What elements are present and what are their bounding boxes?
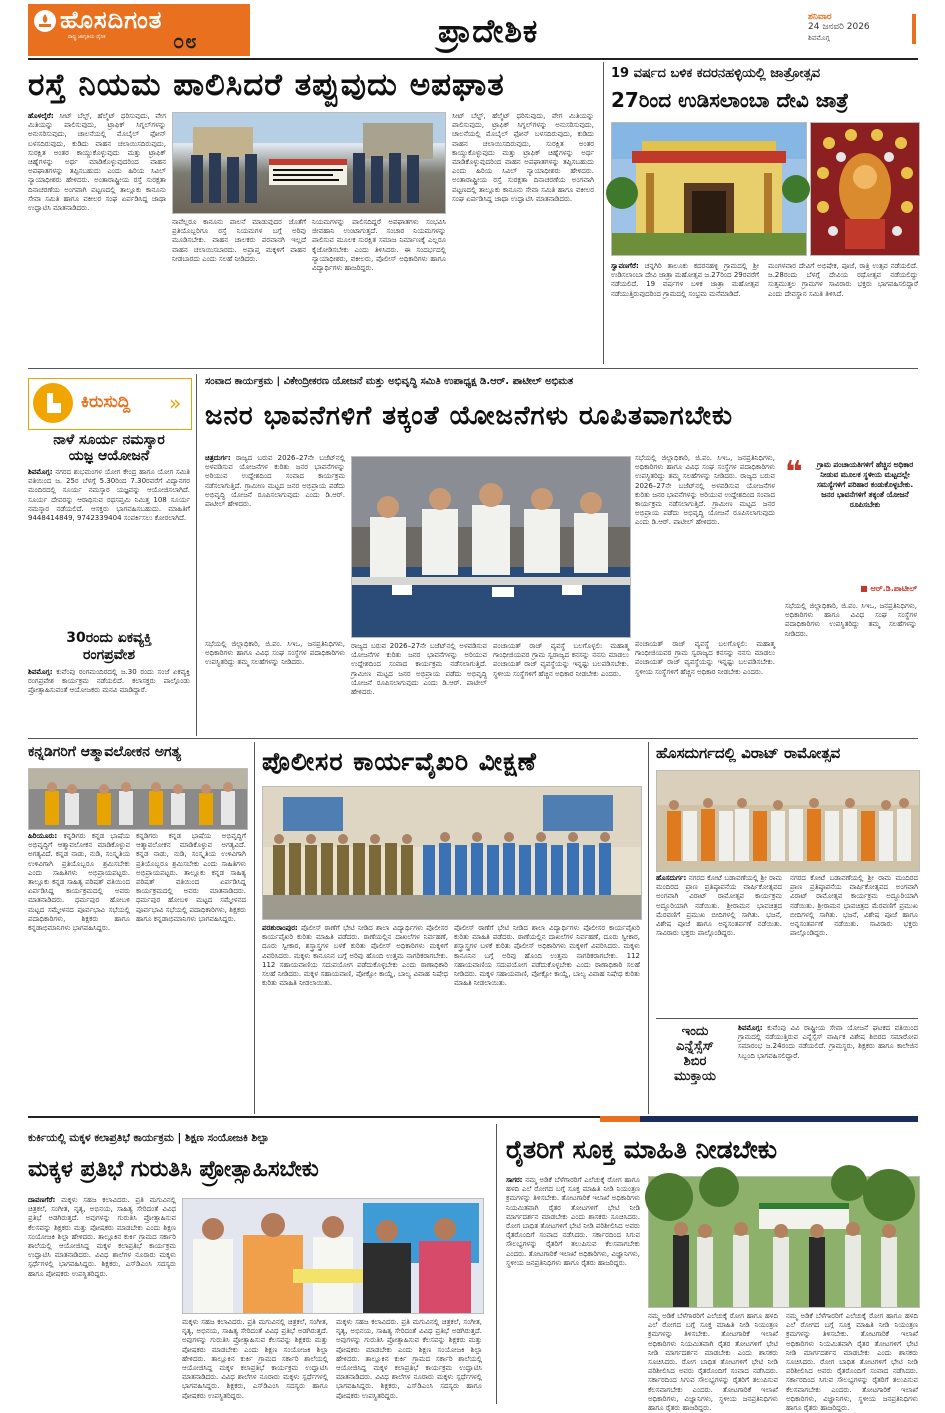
story3-text1c: ರಾಜ್ಯದ ಬರುವ 2026–27ನೇ ಬಜೆಟ್‌ನಲ್ಲಿ ಅಳವಡಿಸುವ ಯೋಜನೆಗಳ ಕುರಿತು ಜನರ ಭಾವನೆಗಳನ್ನು ಅರಿಯುವ ಉದ್ದೇಶದಿಂದ ಸಂವಾದ ಕಾರ್ಯಕ್ರಮ ನಡೆಸಲಾಗುತ್ತಿದೆ. ಗ್ರಾಮೀಣ ಮಟ್ಟದ ಜನರ ಅಭಿಪ್ರಾಯ ಪಡೆದು ಅಭಿವೃದ್ಧಿ ಯೋಜನೆ ರೂಪಿಸಲಾಗುವುದು ಎಂದು ಡಿ.ಆರ್. ಪಾಟೀಲ್ ಹೇಳಿದರು. [351, 642, 487, 697]
story5-body-col2 [454, 924, 640, 1112]
story1-text3a: ನಿಯಮಗಳನ್ನು ಪಾಲಿಸದಿದ್ದರೆ ಅಪಘಾತಗಳು ಸಂಭವಿಸಿ ಜೀವಹಾನಿ ಉಂಟಾಗುತ್ತದೆ. ಸಂಚಾರ ನಿಯಮಗಳನ್ನು ಪಾಲಿಸುವ ಮೂಲಕ ಸುರಕ್ಷಿತ ಸಮಾಜ ನಿರ್ಮಾಣಕ್ಕೆ ಎಲ್ಲರೂ ಕೈಜೋಡಿಸಬೇಕು ಎಂದು ತಿಳಿಸಿದರು. ಈ ಸಂದರ್ಭದಲ್ಲಿ ನ್ಯಾಯಾಧೀಶರು, ವಕೀಲರು, ಪೊಲೀಸ್ ಅಧಿಕಾರಿಗಳು ಹಾಗೂ ವಿದ್ಯಾರ್ಥಿಗಳು ಹಾಜರಿದ್ದರು. [312, 218, 446, 273]
masthead [28, 4, 918, 56]
bottom-accent-bar-left [600, 1116, 640, 1122]
story3-kicker: ಸಂವಾದ ಕಾರ್ಯಕ್ರಮ | ವಿಕೇಂದ್ರೀಕರಣ ಯೋಜನೆ ಮತ್ತು ಅಭಿವೃದ್ಧಿ ಸಮಿತಿ ಉಪಾಧ್ಯಕ್ಷ ಡಿ.ಆರ್. ಪಾಟೀಲ್ ಅಭಿಮತ [205, 376, 574, 387]
divider [496, 1124, 497, 1404]
story1-photo [172, 112, 446, 214]
story9-body-col3 [786, 1312, 918, 1413]
story2-headline-line1: 19 ವರ್ಷದ ಬಳಿಕ ಕದರನಹಳ್ಳಿಯಲ್ಲಿ ಜಾತ್ರೋತ್ಸವ [611, 66, 821, 81]
story2-body-col2 [768, 262, 918, 362]
story4-headline: ಕನ್ನಡಿಗರಿಗೆ ಆತ್ಮಾವಲೋಕನ ಅಗತ್ಯ [28, 744, 181, 760]
story1-text1: ಸೀಟ್ ಬೆಲ್ಟ್, ಹೆಲ್ಮೆಟ್ ಧರಿಸುವುದು, ವೇಗ ಮಿತಿಯನ್ನು ಪಾಲಿಸುವುದು, ಟ್ರಾಫಿಕ್ ಸಿಗ್ನಲ್‌ಗಳನ್ನು ಅನುಸರಿಸುವುದು, ಚಾಲನೆಯಲ್ಲಿ ಮೊಬೈಲ್ ಫೋನ್ ಬಳಸದಿರುವುದು, ಕುಡಿದು ವಾಹನ ಚಲಾಯಿಸದಿರುವುದು, ಸುರಕ್ಷಿತ ಅಂತರ ಕಾಯ್ದುಕೊಳ್ಳುವುದು ಮತ್ತು ಟ್ರಾಫಿಕ್ ಚಿಹ್ನೆಗಳನ್ನು ಅರ್ಥ ಮಾಡಿಕೊಳ್ಳುವುದರಿಂದ ವಾಹನ ಅಪಘಾತಗಳನ್ನು ತಪ್ಪಿಸಬಹುದು ಎಂದು ಹಿರಿಯ ಸಿವಿಲ್ ನ್ಯಾಯಾಧೀಶರು ಹೇಳಿದರು. ಅಂತಾರಾಷ್ಟ್ರೀಯ ರಸ್ತೆ ಸುರಕ್ಷತಾ ದಿನಾಚರಣೆಯ ಅಂಗವಾಗಿ ಪಟ್ಟಣದಲ್ಲಿ ತಾಲ್ಲೂಕು ಕಾನೂನು ಸೇವಾ ಸಮಿತಿ ಹಾಗೂ ವಕೀಲರ ಸಂಘ ಏರ್ಪಡಿಸಿದ್ದ ಜಾಥಾ ಉದ್ಘಾಟಿಸಿ ಮಾತನಾಡಿದರು. [28, 112, 166, 213]
brief2-dateline: ಶಿವಮೊಗ್ಗ: [28, 668, 53, 676]
story3-text1: ರಾಜ್ಯದ ಬರುವ 2026–27ನೇ ಬಜೆಟ್‌ನಲ್ಲಿ ಅಳವಡಿಸುವ ಯೋಜನೆಗಳ ಕುರಿತು ಜನರ ಭಾವನೆಗಳನ್ನು ಅರಿಯುವ ಉದ್ದೇಶದಿಂದ ಸಂವಾದ ಕಾರ್ಯಕ್ರಮ ನಡೆಸಲಾಗುತ್ತಿದೆ. ಗ್ರಾಮೀಣ ಮಟ್ಟದ ಜನರ ಅಭಿಪ್ರಾಯ ಪಡೆದು ಅಭಿವೃದ್ಧಿ ಯೋಜನೆ ರೂಪಿಸಲಾಗುವುದು ಎಂದು ಡಿ.ಆರ್. ಪಾಟೀಲ್ ಹೇಳಿದರು. [205, 454, 345, 509]
story2-deity-photo [810, 122, 920, 256]
story1-body-col3 [312, 218, 446, 362]
story4-body-col2 [136, 832, 246, 1112]
story9-photo [648, 1176, 920, 1308]
date-block [808, 12, 913, 43]
story5-photo [262, 786, 642, 920]
story9-text3: ನಮ್ಮ ಅಡಿಕೆ ಬೆಳೆಗಾರರಿಗೆ ಎಲೆಚುಕ್ಕೆ ರೋಗ ಹಾಗೂ ಹಳದಿ ಎಲೆ ರೋಗದ ಬಗ್ಗೆ ಸೂಕ್ತ ಮಾಹಿತಿ ನೀಡಿ ನಿಯಂತ್ರಣ ಕ್ರಮಗಳನ್ನು ತಿಳಿಸಬೇಕು. ತೋಟಗಾರಿಕೆ ಇಲಾಖೆ ಅಧಿಕಾರಿಗಳು ನಿಯಮಿತವಾಗಿ ರೈತರ ತೋಟಗಳಿಗೆ ಭೇಟಿ ನೀಡಿ ಮಾರ್ಗದರ್ಶನ ಮಾಡಬೇಕು ಎಂದು ಶಾಸಕರು ಸೂಚಿಸಿದರು. ರೋಗ ಬಾಧಿತ ತೋಟಗಳಿಗೆ ಭೇಟಿ ನೀಡಿ ಪರಿಶೀಲಿಸಿದ ಅವರು ರೈತರೊಂದಿಗೆ ಸಂವಾದ ನಡೆಸಿದರು. ಸರ್ಕಾರದಿಂದ ಸಿಗುವ ಸೌಲಭ್ಯಗಳನ್ನು ರೈತರಿಗೆ ತಲುಪಿಸುವ ಕೆಲಸವಾಗಬೇಕು ಎಂದರು. ತೋಟಗಾರಿಕೆ ಇಲಾಖೆ ಅಧಿಕಾರಿಗಳು, ವಿಜ್ಞಾನಿಗಳು, ಸ್ಥಳೀಯ ಜನಪ್ರತಿನಿಧಿಗಳು ಹಾಗೂ ರೈತರು ಹಾಜರಿದ್ದರು. [786, 1312, 918, 1413]
story4-dateline: ಹಿರಿಯೂರು: [28, 832, 58, 840]
story9-dateline: ಸಾಗರ: [506, 1176, 523, 1184]
story8-body-col3 [336, 1318, 482, 1400]
lamp-icon [34, 10, 56, 32]
story3-dateline: ಚಿತ್ರದುರ್ಗ: [205, 454, 231, 462]
story9-headline: ರೈತರಿಗೆ ಸೂಕ್ತ ಮಾಹಿತಿ ನೀಡಬೇಕು [506, 1135, 778, 1164]
story3-text3b: ಸಭೆಯಲ್ಲಿ ಜಿಲ್ಲಾಧಿಕಾರಿ, ಜಿ.ಪಂ. ಸಿಇಒ, ಜನಪ್ರತಿನಿಧಿಗಳು, ಅಧಿಕಾರಿಗಳು ಹಾಗೂ ವಿವಿಧ ಸಂಘ ಸಂಸ್ಥೆಗಳ ಪದಾಧಿಕಾರಿಗಳು ಉಪಸ್ಥಿತರಿದ್ದು ತಮ್ಮ ಸಲಹೆಗಳನ್ನು ನೀಡಿದರು. [785, 602, 917, 638]
story1-body-col4 [452, 112, 594, 362]
masthead-edge-bar [912, 14, 916, 44]
story7-text: ಕುವೆಂಪು ವಿವಿ ರಾಷ್ಟ್ರೀಯ ಸೇವಾ ಯೋಜನೆ ಘಟಕದ ವತಿಯಿಂದ ಗ್ರಾಮದಲ್ಲಿ ನಡೆಯುತ್ತಿರುವ ಎನ್ನೆಸ್ಸೆಸ್ ವಾರ್ಷಿಕ ವಿಶೇಷ ಶಿಬಿರದ ಸಮಾರೋಪ ಸಮಾರಂಭ ಜ.24ರಂದು ನಡೆಯಲಿದೆ. ಗ್ರಾಮಸ್ಥರು, ಶಿಕ್ಷಕರು ಹಾಗೂ ಕಾಲೇಜಿನ ಸಿಬ್ಬಂದಿ ಭಾಗವಹಿಸಲಿದ್ದಾರೆ. [738, 1024, 918, 1060]
divider [196, 374, 197, 736]
brief2-headline-1: 30ರಂದು ಏಕವ್ಯಕ್ತಿ [66, 630, 152, 646]
paper-tagline: ರಾಷ್ಟ್ರ ಜಾಗೃತಿಯ ದೈನಿಕ [68, 34, 106, 40]
story5-text1: ಪೊಲೀಸ್ ಠಾಣೆಗೆ ಭೇಟಿ ನೀಡಿದ ಶಾಲಾ ವಿದ್ಯಾರ್ಥಿಗಳು ಪೊಲೀಸರ ಕಾರ್ಯವೈಖರಿ ಕುರಿತು ಮಾಹಿತಿ ಪಡೆದರು. ಠಾಣೆಯಲ್ಲಿನ ದಾಖಲೆಗಳ ನಿರ್ವಹಣೆ, ದೂರು ಸ್ವೀಕಾರ, ಶಸ್ತ್ರಾಸ್ತ್ರಗಳ ಬಳಕೆ ಕುರಿತು ಪೊಲೀಸ್ ಅಧಿಕಾರಿಗಳು ಮಕ್ಕಳಿಗೆ ವಿವರಿಸಿದರು. ಮಕ್ಕಳು ಕಾನೂನಿನ ಬಗ್ಗೆ ಅರಿವು ಹೊಂದಿ ಉತ್ತಮ ನಾಗರಿಕರಾಗಬೇಕು. 112 ಸಹಾಯವಾಣಿಯ ಸದುಪಯೋಗ ಪಡೆದುಕೊಳ್ಳಬೇಕು ಎಂದು ಠಾಣಾಧಿಕಾರಿ ಸಲಹೆ ನೀಡಿದರು. ಮಕ್ಕಳ ಸಹಾಯವಾಣಿ, ಪೋಕ್ಸೋ ಕಾಯ್ದೆ, ಬಾಲ್ಯ ವಿವಾಹ ನಿಷೇಧ ಕುರಿತು ಮಾಹಿತಿ ನೀಡಲಾಯಿತು. [262, 924, 448, 988]
story3-text2b: ಪಂಚಾಯತ್ ರಾಜ್ ವ್ಯವಸ್ಥೆ ಬಲಗೊಳ್ಳಲಿ: ಮಹಾತ್ಮ ಗಾಂಧೀಜಿಯವರ ಗ್ರಾಮ ಸ್ವರಾಜ್ಯದ ಕನಸನ್ನು ನನಸು ಮಾಡಲು ಪಂಚಾಯತ್ ರಾಜ್ ವ್ಯವಸ್ಥೆಯನ್ನು ಇನ್ನಷ್ಟು ಬಲಪಡಿಸಬೇಕು. ಸ್ಥಳೀಯ ಸಂಸ್ಥೆಗಳಿಗೆ ಹೆಚ್ಚಿನ ಅಧಿಕಾರ ನೀಡಬೇಕು ಎಂದರು. [635, 640, 775, 676]
story7-dateline: ಶಿವಮೊಗ್ಗ: [738, 1024, 763, 1032]
kiru-suddi-badge [28, 378, 192, 430]
story9-body-col2 [648, 1312, 778, 1413]
story3-photo [351, 456, 631, 638]
story3-body-col2 [635, 454, 775, 636]
story7-body [738, 1024, 918, 1112]
bottom-accent-bar [640, 1116, 918, 1122]
paper-name: ಹೊಸದಿಗಂತ [60, 6, 163, 34]
kiru-suddi-label: ಕಿರುಸುದ್ದಿ [81, 392, 131, 412]
story4-body-col1 [28, 832, 130, 1112]
story3-body-col4 [351, 642, 487, 728]
story8-kicker: ಕುರ್ಕಿಯಲ್ಲಿ ಮಕ್ಕಳ ಕಲಾಪ್ರತಿಭೆ ಕಾರ್ಯಕ್ರಮ | ಶಿಕ್ಷಣ ಸಂಯೋಜಕಿ ಶಿಲ್ಪಾ [28, 1132, 269, 1144]
story8-dateline: ದಾವಣಗೆರೆ: [28, 1196, 56, 1204]
masthead-date: 24 ಜನವರಿ 2026 [808, 22, 870, 32]
story2-headline-line2: 27ರಿಂದ ಉಡಿಸಲಾಂಬಾ ದೇವಿ ಜಾತ್ರೆ [611, 88, 849, 112]
story6-photo [656, 770, 920, 872]
story2-body-col1 [611, 262, 759, 362]
story3-text3c: ಸಭೆಯಲ್ಲಿ ಜಿಲ್ಲಾಧಿಕಾರಿ, ಜಿ.ಪಂ. ಸಿಇಒ, ಜನಪ್ರತಿನಿಧಿಗಳು, ಅಧಿಕಾರಿಗಳು ಹಾಗೂ ವಿವಿಧ ಸಂಘ ಸಂಸ್ಥೆಗಳ ಪದಾಧಿಕಾರಿಗಳು ಉಪಸ್ಥಿತರಿದ್ದು ತಮ್ಮ ಸಲಹೆಗಳನ್ನು ನೀಡಿದರು. [205, 640, 345, 667]
story3-text3: ಸಭೆಯಲ್ಲಿ ಜಿಲ್ಲಾಧಿಕಾರಿ, ಜಿ.ಪಂ. ಸಿಇಒ, ಜನಪ್ರತಿನಿಧಿಗಳು, ಅಧಿಕಾರಿಗಳು ಹಾಗೂ ವಿವಿಧ ಸಂಘ ಸಂಸ್ಥೆಗಳ ಪದಾಧಿಕಾರಿಗಳು ಉಪಸ್ಥಿತರಿದ್ದು ತಮ್ಮ ಸಲಹೆಗಳನ್ನು ನೀಡಿದರು. [635, 454, 775, 481]
story1-text3b: ಸೀಟ್ ಬೆಲ್ಟ್, ಹೆಲ್ಮೆಟ್ ಧರಿಸುವುದು, ವೇಗ ಮಿತಿಯನ್ನು ಪಾಲಿಸುವುದು, ಟ್ರಾಫಿಕ್ ಸಿಗ್ನಲ್‌ಗಳನ್ನು ಅನುಸರಿಸುವುದು, ಚಾಲನೆಯಲ್ಲಿ ಮೊಬೈಲ್ ಫೋನ್ ಬಳಸದಿರುವುದು, ಕುಡಿದು ವಾಹನ ಚಲಾಯಿಸದಿರುವುದು, ಸುರಕ್ಷಿತ ಅಂತರ ಕಾಯ್ದುಕೊಳ್ಳುವುದು ಮತ್ತು ಟ್ರಾಫಿಕ್ ಚಿಹ್ನೆಗಳನ್ನು ಅರ್ಥ ಮಾಡಿಕೊಳ್ಳುವುದರಿಂದ ವಾಹನ ಅಪಘಾತಗಳನ್ನು ತಪ್ಪಿಸಬಹುದು ಎಂದು ಹಿರಿಯ ಸಿವಿಲ್ ನ್ಯಾಯಾಧೀಶರು ಹೇಳಿದರು. ಅಂತಾರಾಷ್ಟ್ರೀಯ ರಸ್ತೆ ಸುರಕ್ಷತಾ ದಿನಾಚರಣೆಯ ಅಂಗವಾಗಿ ಪಟ್ಟಣದಲ್ಲಿ ತಾಲ್ಲೂಕು ಕಾನೂನು ಸೇವಾ ಸಮಿತಿ ಹಾಗೂ ವಕೀಲರ ಸಂಘ ಏರ್ಪಡಿಸಿದ್ದ ಜಾಥಾ ಉದ್ಘಾಟಿಸಿ ಮಾತನಾಡಿದರು. [452, 112, 594, 203]
story6-dateline: ಹೊಸದುರ್ಗ: [656, 874, 687, 882]
brief2-text: ಕುವೆಂಪು ರಂಗಮಂದಿರದಲ್ಲಿ ಜ.30 ರಂದು ಸಂಜೆ ಏಕವ್ಯಕ್ತಿ ರಂಗಪ್ರವೇಶ ಕಾರ್ಯಕ್ರಮ ನಡೆಯಲಿದೆ. ಕಲಾಸಕ್ತರು ಪಾಲ್ಗೊಂಡು ಪ್ರೋತ್ಸಾಹಿಸುವಂತೆ ಆಯೋಜಕರು ಮನವಿ ಮಾಡಿದ್ದಾರೆ. [28, 668, 190, 695]
page-number: ೦೮ [173, 29, 198, 53]
story1-dateline: ಹೊಳಲ್ಕೆರೆ: [28, 112, 54, 120]
story5-headline: ಪೊಲೀಸರ ಕಾರ್ಯವೈಖರಿ ವೀಕ್ಷಣೆ [262, 747, 537, 776]
story8-text2: ಮಕ್ಕಳು ಸಹಜ ಕಲಾವಿದರು. ಪ್ರತಿ ಮಗುವಿನಲ್ಲಿ ಚಿತ್ರಕಲೆ, ಸಂಗೀತ, ನೃತ್ಯ, ಅಭಿನಯ, ಸಾಹಿತ್ಯ ಸೇರಿದಂತೆ ವಿವಿಧ ಪ್ರತಿಭೆ ಅಡಗಿರುತ್ತದೆ. ಅವುಗಳನ್ನು ಗುರುತಿಸಿ ಪ್ರೋತ್ಸಾಹಿಸುವ ಕೆಲಸವನ್ನು ಶಿಕ್ಷಕರು ಮತ್ತು ಪೋಷಕರು ಮಾಡಬೇಕು ಎಂದು ಶಿಕ್ಷಣ ಸಂಯೋಜಕಿ ಶಿಲ್ಪಾ ಹೇಳಿದರು. ತಾಲ್ಲೂಕಿನ ಕುರ್ಕಿ ಗ್ರಾಮದ ಸರ್ಕಾರಿ ಶಾಲೆಯಲ್ಲಿ ಆಯೋಜಿಸಿದ್ದ ಮಕ್ಕಳ ಕಲಾಪ್ರತಿಭೆ ಕಾರ್ಯಕ್ರಮ ಉದ್ಘಾಟಿಸಿ ಮಾತನಾಡಿದರು. ವಿವಿಧ ಶಾಲೆಗಳ ನೂರಾರು ಮಕ್ಕಳು ಸ್ಪರ್ಧೆಗಳಲ್ಲಿ ಭಾಗವಹಿಸಿದ್ದರು. ಶಿಕ್ಷಕರು, ಎಸ್‌ಡಿಎಂಸಿ ಸದಸ್ಯರು ಹಾಗೂ ಪೋಷಕರು ಉಪಸ್ಥಿತರಿದ್ದರು. [182, 1318, 328, 1400]
story3-quote-box [785, 455, 917, 598]
story8-text3: ಮಕ್ಕಳು ಸಹಜ ಕಲಾವಿದರು. ಪ್ರತಿ ಮಗುವಿನಲ್ಲಿ ಚಿತ್ರಕಲೆ, ಸಂಗೀತ, ನೃತ್ಯ, ಅಭಿನಯ, ಸಾಹಿತ್ಯ ಸೇರಿದಂತೆ ವಿವಿಧ ಪ್ರತಿಭೆ ಅಡಗಿರುತ್ತದೆ. ಅವುಗಳನ್ನು ಗುರುತಿಸಿ ಪ್ರೋತ್ಸಾಹಿಸುವ ಕೆಲಸವನ್ನು ಶಿಕ್ಷಕರು ಮತ್ತು ಪೋಷಕರು ಮಾಡಬೇಕು ಎಂದು ಶಿಕ್ಷಣ ಸಂಯೋಜಕಿ ಶಿಲ್ಪಾ ಹೇಳಿದರು. ತಾಲ್ಲೂಕಿನ ಕುರ್ಕಿ ಗ್ರಾಮದ ಸರ್ಕಾರಿ ಶಾಲೆಯಲ್ಲಿ ಆಯೋಜಿಸಿದ್ದ ಮಕ್ಕಳ ಕಲಾಪ್ರತಿಭೆ ಕಾರ್ಯಕ್ರಮ ಉದ್ಘಾಟಿಸಿ ಮಾತನಾಡಿದರು. ವಿವಿಧ ಶಾಲೆಗಳ ನೂರಾರು ಮಕ್ಕಳು ಸ್ಪರ್ಧೆಗಳಲ್ಲಿ ಭಾಗವಹಿಸಿದ್ದರು. ಶಿಕ್ಷಕರು, ಎಸ್‌ಡಿಎಂಸಿ ಸದಸ್ಯರು ಹಾಗೂ ಪೋಷಕರು ಉಪಸ್ಥಿತರಿದ್ದರು. [336, 1318, 482, 1400]
story3-text1b: ರಾಜ್ಯದ ಬರುವ 2026–27ನೇ ಬಜೆಟ್‌ನಲ್ಲಿ ಅಳವಡಿಸುವ ಯೋಜನೆಗಳ ಕುರಿತು ಜನರ ಭಾವನೆಗಳನ್ನು ಅರಿಯುವ ಉದ್ದೇಶದಿಂದ ಸಂವಾದ ಕಾರ್ಯಕ್ರಮ ನಡೆಸಲಾಗುತ್ತಿದೆ. ಗ್ರಾಮೀಣ ಮಟ್ಟದ ಜನರ ಅಭಿಪ್ರಾಯ ಪಡೆದು ಅಭಿವೃದ್ಧಿ ಯೋಜನೆ ರೂಪಿಸಲಾಗುವುದು ಎಂದು ಡಿ.ಆರ್. ಪಾಟೀಲ್ ಹೇಳಿದರು. [635, 472, 775, 527]
brief1-text: ನಗರದ ಶುಭಮಂಗಳ ಯೋಗ ಕೇಂದ್ರ ಹಾಗೂ ಯೋಗ ಸಮಿತಿ ವತಿಯಿಂದ ಜ. 25ರ ಬೆಳಗ್ಗೆ 5.30ರಿಂದ 7.30ರವರೆಗೆ ವಿದ್ಯಾನಗರ ಮಂದಿರದಲ್ಲಿ ಸೂರ್ಯ ನಮಸ್ಕಾರ ಯಜ್ಞವನ್ನು ಆಯೋಜಿಸಲಾಗಿದೆ. ಸೂರ್ಯ ದೇವರನ್ನು ಆರಾಧಿಸುವ ರಥಸಪ್ತಮಿ ನಿಮಿತ್ತ 108 ಸೂರ್ಯ ನಮಸ್ಕಾರ ನಡೆಯಲಿದೆ. ಆಸಕ್ತರು ಭಾಗವಹಿಸಬಹುದು. ಮಾಹಿತಿಗೆ 9448414849, 9742339404 ಸಂಪರ್ಕಿಸಲು ಕೋರಲಾಗಿದೆ. [28, 468, 190, 523]
quote-icon: ❝ [785, 455, 803, 490]
masthead-rule [28, 58, 918, 60]
story2-text1: ಚನ್ನಗಿರಿ ತಾಲೂಕು ಕದರನಹಳ್ಳಿ ಗ್ರಾಮದಲ್ಲಿ ಶ್ರೀ ಉಡಿಸಲಾಂಬಾ ದೇವಿ ಜಾತ್ರಾ ಮಹೋತ್ಸವ ಜ.27ರಿಂದ 29ರವರೆಗೆ ನಡೆಯಲಿದೆ. 19 ವರ್ಷಗಳ ಬಳಿಕ ಜಾತ್ರಾ ಮಹೋತ್ಸವ ನಡೆಯುತ್ತಿರುವುದರಿಂದ ಗ್ರಾಮದಲ್ಲಿ ಸಂಭ್ರಮ ಮನೆಮಾಡಿದೆ. [611, 262, 759, 298]
brief1-dateline: ಶಿವಮೊಗ್ಗ: [28, 468, 53, 476]
story5-dateline: ಪರಶುರಾಂಪುರ: [262, 924, 298, 932]
divider [254, 742, 255, 1114]
story7-headline-1: ಇಂದು [681, 1024, 709, 1039]
story6-body-col2 [790, 874, 918, 1014]
chevron-right-icon: » [169, 391, 182, 415]
story3-body-col1 [205, 454, 345, 636]
story1-body-col2 [172, 218, 306, 362]
story2-text2: ಮಂಗಳವಾರ ದೇವಿಗೆ ಅಭಿಷೇಕ, ಪೂಜೆ, ರಾತ್ರಿ ಉತ್ಸವ ನಡೆಯಲಿದೆ. ಜ.28ರಂದು ಬೆಳಗ್ಗೆ ದೇವಿಯ ರಥೋತ್ಸವ ನಡೆಯಲಿದ್ದು ಸುತ್ತಮುತ್ತಲ ಗ್ರಾಮಗಳ ಸಾವಿರಾರು ಭಕ್ತರು ಭಾಗವಹಿಸಲಿದ್ದಾರೆ ಎಂದು ದೇವಸ್ಥಾನ ಸಮಿತಿ ತಿಳಿಸಿದೆ. [768, 262, 918, 298]
story3-headline: ಜನರ ಭಾವನೆಗಳಿಗೆ ತಕ್ಕಂತೆ ಯೋಜನೆಗಳು ರೂಪಿತವಾಗಬೇಕು [205, 401, 733, 431]
masthead-city: ಶಿವಮೊಗ್ಗ [808, 34, 830, 42]
story3-body-col5 [493, 642, 629, 728]
story3-body-col0 [205, 640, 345, 728]
brief2-body [28, 668, 190, 732]
story1-text2: ನಾವೆಲ್ಲರೂ ಕಾನೂನು ಪಾಲನೆ ಮಾಡುವುದರ ಜೊತೆಗೆ ಪ್ರತಿಯೊಬ್ಬರಿಗೂ ರಸ್ತೆ ನಿಯಮಗಳ ಬಗ್ಗೆ ಅರಿವು ಮೂಡಿಸಬೇಕು. ವಾಹನ ಚಾಲಕರು ಪರವಾನಗಿ ಇಲ್ಲದೆ ವಾಹನ ಚಲಾಯಿಸಬಾರದು. ಅಪ್ರಾಪ್ತ ಮಕ್ಕಳಿಗೆ ವಾಹನ ನೀಡಬಾರದು ಎಂದು ಸಲಹೆ ನೀಡಿದರು. [172, 218, 306, 263]
finger-icon [33, 383, 73, 423]
story1-body-col1 [28, 112, 166, 362]
story7-headline-4: ಮುಕ್ತಾಯ [674, 1069, 716, 1084]
story7-headline-2: ಎನ್ನೆಸ್ಸೆಸ್ [676, 1039, 714, 1054]
story3-body-col6 [635, 640, 775, 728]
brief1-body [28, 468, 190, 620]
story4-text2: ಕನ್ನಡಿಗರು ಕನ್ನಡ ಭಾಷೆಯ ಅಭಿವೃದ್ಧಿಗೆ ಆತ್ಮಾವಲೋಕನ ಮಾಡಿಕೊಳ್ಳುವ ಅಗತ್ಯವಿದೆ. ಕನ್ನಡ ನಾಡು, ನುಡಿ, ಸಂಸ್ಕೃತಿಯ ಉಳಿವಿಗಾಗಿ ಪ್ರತಿಯೊಬ್ಬರೂ ಶ್ರಮಿಸಬೇಕು ಎಂದು ಸಾಹಿತಿಗಳು ಅಭಿಪ್ರಾಯಪಟ್ಟರು. ತಾಲ್ಲೂಕು ಕನ್ನಡ ಸಾಹಿತ್ಯ ಪರಿಷತ್ ವತಿಯಿಂದ ಏರ್ಪಡಿಸಿದ್ದ ಕಾರ್ಯಕ್ರಮದಲ್ಲಿ ಅವರು ಮಾತನಾಡಿದರು. ಧರ್ಮಪುರ ಹೋಬಳಿ ಮಟ್ಟದ ಸಮ್ಮೇಳನದ ಪೂರ್ವಭಾವಿ ಸಭೆಯಲ್ಲಿ ಪದಾಧಿಕಾರಿಗಳು, ಶಿಕ್ಷಕರು ಹಾಗೂ ಕನ್ನಡಾಭಿಮಾನಿಗಳು ಭಾಗವಹಿಸಿದ್ದರು. [136, 832, 246, 923]
brief1-headline-2: ಯಜ್ಞ ಆಯೋಜನೆ [68, 448, 150, 464]
section-title: ಪ್ರಾದೇಶಿಕ [438, 12, 539, 50]
story3-body-col3 [785, 602, 917, 726]
story2-temple-photo [611, 122, 807, 256]
story3-quote-author: ■ ಆರ್.ಡಿ.ಪಾಟೀಲ್ [860, 584, 917, 593]
story9-text2: ನಮ್ಮ ಅಡಿಕೆ ಬೆಳೆಗಾರರಿಗೆ ಎಲೆಚುಕ್ಕೆ ರೋಗ ಹಾಗೂ ಹಳದಿ ಎಲೆ ರೋಗದ ಬಗ್ಗೆ ಸೂಕ್ತ ಮಾಹಿತಿ ನೀಡಿ ನಿಯಂತ್ರಣ ಕ್ರಮಗಳನ್ನು ತಿಳಿಸಬೇಕು. ತೋಟಗಾರಿಕೆ ಇಲಾಖೆ ಅಧಿಕಾರಿಗಳು ನಿಯಮಿತವಾಗಿ ರೈತರ ತೋಟಗಳಿಗೆ ಭೇಟಿ ನೀಡಿ ಮಾರ್ಗದರ್ಶನ ಮಾಡಬೇಕು ಎಂದು ಶಾಸಕರು ಸೂಚಿಸಿದರು. ರೋಗ ಬಾಧಿತ ತೋಟಗಳಿಗೆ ಭೇಟಿ ನೀಡಿ ಪರಿಶೀಲಿಸಿದ ಅವರು ರೈತರೊಂದಿಗೆ ಸಂವಾದ ನಡೆಸಿದರು. ಸರ್ಕಾರದಿಂದ ಸಿಗುವ ಸೌಲಭ್ಯಗಳನ್ನು ರೈತರಿಗೆ ತಲುಪಿಸುವ ಕೆಲಸವಾಗಬೇಕು ಎಂದರು. ತೋಟಗಾರಿಕೆ ಇಲಾಖೆ ಅಧಿಕಾರಿಗಳು, ವಿಜ್ಞಾನಿಗಳು, ಸ್ಥಳೀಯ ಜನಪ್ರತಿನಿಧಿಗಳು ಹಾಗೂ ರೈತರು ಹಾಜರಿದ್ದರು. [648, 1312, 778, 1413]
story7-headline-3: ಶಿಬಿರ [683, 1054, 707, 1069]
story8-headline: ಮಕ್ಕಳ ಪ್ರತಿಭೆ ಗುರುತಿಸಿ ಪ್ರೋತ್ಸಾಹಿಸಬೇಕು [28, 1157, 319, 1182]
story2-dateline: ಸ್ವಾವಣಗೆರೆ: [611, 262, 639, 270]
story1-headline: ರಸ್ತೆ ನಿಯಮ ಪಾಲಿಸಿದರೆ ತಪ್ಪುವುದು ಅಪಘಾತ [28, 67, 505, 103]
masthead-logo-block [28, 4, 250, 56]
story5-body-col1 [262, 924, 448, 1112]
divider [648, 742, 649, 1114]
divider [28, 738, 918, 739]
masthead-day: ಶನಿವಾರ [808, 12, 832, 22]
story3-quote: ಗ್ರಾಮ ಪಂಚಾಯತಿಗಳಿಗೆ ಹೆಚ್ಚಿನ ಅಧಿಕಾರ ನೀಡುವ ಮೂಲಕ ಸ್ಥಳೀಯ ಮಟ್ಟದಲ್ಲೇ ಸಮಸ್ಯೆಗಳಿಗೆ ಪರಿಹಾರ ಕಂಡುಕೊಳ್ಳಬೇಕು. ಜನರ ಭಾವನೆಗಳಿಗೆ ತಕ್ಕಂತೆ ಯೋಜನೆ ರೂಪಿಸಬೇಕು [816, 460, 914, 509]
story8-text1: ಮಕ್ಕಳು ಸಹಜ ಕಲಾವಿದರು. ಪ್ರತಿ ಮಗುವಿನಲ್ಲಿ ಚಿತ್ರಕಲೆ, ಸಂಗೀತ, ನೃತ್ಯ, ಅಭಿನಯ, ಸಾಹಿತ್ಯ ಸೇರಿದಂತೆ ವಿವಿಧ ಪ್ರತಿಭೆ ಅಡಗಿರುತ್ತದೆ. ಅವುಗಳನ್ನು ಗುರುತಿಸಿ ಪ್ರೋತ್ಸಾಹಿಸುವ ಕೆಲಸವನ್ನು ಶಿಕ್ಷಕರು ಮತ್ತು ಪೋಷಕರು ಮಾಡಬೇಕು ಎಂದು ಶಿಕ್ಷಣ ಸಂಯೋಜಕಿ ಶಿಲ್ಪಾ ಹೇಳಿದರು. ತಾಲ್ಲೂಕಿನ ಕುರ್ಕಿ ಗ್ರಾಮದ ಸರ್ಕಾರಿ ಶಾಲೆಯಲ್ಲಿ ಆಯೋಜಿಸಿದ್ದ ಮಕ್ಕಳ ಕಲಾಪ್ರತಿಭೆ ಕಾರ್ಯಕ್ರಮ ಉದ್ಘಾಟಿಸಿ ಮಾತನಾಡಿದರು. ವಿವಿಧ ಶಾಲೆಗಳ ನೂರಾರು ಮಕ್ಕಳು ಸ್ಪರ್ಧೆಗಳಲ್ಲಿ ಭಾಗವಹಿಸಿದ್ದರು. ಶಿಕ್ಷಕರು, ಎಸ್‌ಡಿಎಂಸಿ ಸದಸ್ಯರು ಹಾಗೂ ಪೋಷಕರು ಉಪಸ್ಥಿತರಿದ್ದರು. [28, 1196, 176, 1278]
story8-body-col1 [28, 1196, 176, 1400]
story6-text2: ನಗರದ ಕೋಟೆ ಬಡಾವಣೆಯಲ್ಲಿ ಶ್ರೀ ರಾಮ ಮಂದಿರದ ಪ್ರಾಣ ಪ್ರತಿಷ್ಠಾಪನೆಯ ವಾರ್ಷಿಕೋತ್ಸವದ ಅಂಗವಾಗಿ ವಿರಾಟ್ ರಾಮೋತ್ಸವ ಕಾರ್ಯಕ್ರಮ ಅದ್ದೂರಿಯಾಗಿ ನಡೆಯಿತು. ಶ್ರೀರಾಮನ ಭಾವಚಿತ್ರದ ಮೆರವಣಿಗೆ ಪ್ರಮುಖ ಬೀದಿಗಳಲ್ಲಿ ಸಾಗಿತು. ಭಜನೆ, ವಿಶೇಷ ಪೂಜೆ ಹಾಗೂ ಅನ್ನಸಂತರ್ಪಣೆ ನಡೆಯಿತು. ಸಾವಿರಾರು ಭಕ್ತರು ಪಾಲ್ಗೊಂಡಿದ್ದರು. [790, 874, 918, 938]
story5-text2: ಪೊಲೀಸ್ ಠಾಣೆಗೆ ಭೇಟಿ ನೀಡಿದ ಶಾಲಾ ವಿದ್ಯಾರ್ಥಿಗಳು ಪೊಲೀಸರ ಕಾರ್ಯವೈಖರಿ ಕುರಿತು ಮಾಹಿತಿ ಪಡೆದರು. ಠಾಣೆಯಲ್ಲಿನ ದಾಖಲೆಗಳ ನಿರ್ವಹಣೆ, ದೂರು ಸ್ವೀಕಾರ, ಶಸ್ತ್ರಾಸ್ತ್ರಗಳ ಬಳಕೆ ಕುರಿತು ಪೊಲೀಸ್ ಅಧಿಕಾರಿಗಳು ಮಕ್ಕಳಿಗೆ ವಿವರಿಸಿದರು. ಮಕ್ಕಳು ಕಾನೂನಿನ ಬಗ್ಗೆ ಅರಿವು ಹೊಂದಿ ಉತ್ತಮ ನಾಗರಿಕರಾಗಬೇಕು. 112 ಸಹಾಯವಾಣಿಯ ಸದುಪಯೋಗ ಪಡೆದುಕೊಳ್ಳಬೇಕು ಎಂದು ಠಾಣಾಧಿಕಾರಿ ಸಲಹೆ ನೀಡಿದರು. ಮಕ್ಕಳ ಸಹಾಯವಾಣಿ, ಪೋಕ್ಸೋ ಕಾಯ್ದೆ, ಬಾಲ್ಯ ವಿವಾಹ ನಿಷೇಧ ಕುರಿತು ಮಾಹಿತಿ ನೀಡಲಾಯಿತು. [454, 924, 640, 988]
brief2-headline-2: ರಂಗಪ್ರವೇಶ [82, 647, 136, 663]
story8-photo [182, 1198, 484, 1314]
story4-text1: ಕನ್ನಡಿಗರು ಕನ್ನಡ ಭಾಷೆಯ ಅಭಿವೃದ್ಧಿಗೆ ಆತ್ಮಾವಲೋಕನ ಮಾಡಿಕೊಳ್ಳುವ ಅಗತ್ಯವಿದೆ. ಕನ್ನಡ ನಾಡು, ನುಡಿ, ಸಂಸ್ಕೃತಿಯ ಉಳಿವಿಗಾಗಿ ಪ್ರತಿಯೊಬ್ಬರೂ ಶ್ರಮಿಸಬೇಕು ಎಂದು ಸಾಹಿತಿಗಳು ಅಭಿಪ್ರಾಯಪಟ್ಟರು. ತಾಲ್ಲೂಕು ಕನ್ನಡ ಸಾಹಿತ್ಯ ಪರಿಷತ್ ವತಿಯಿಂದ ಏರ್ಪಡಿಸಿದ್ದ ಕಾರ್ಯಕ್ರಮದಲ್ಲಿ ಅವರು ಮಾತನಾಡಿದರು. ಧರ್ಮಪುರ ಹೋಬಳಿ ಮಟ್ಟದ ಸಮ್ಮೇಳನದ ಪೂರ್ವಭಾವಿ ಸಭೆಯಲ್ಲಿ ಪದಾಧಿಕಾರಿಗಳು, ಶಿಕ್ಷಕರು ಹಾಗೂ ಕನ್ನಡಾಭಿಮಾನಿಗಳು ಭಾಗವಹಿಸಿದ್ದರು. [28, 832, 131, 933]
brief1-headline-1: ನಾಳೆ ಸೂರ್ಯ ನಮಸ್ಕಾರ [53, 432, 165, 448]
story6-text1: ನಗರದ ಕೋಟೆ ಬಡಾವಣೆಯಲ್ಲಿ ಶ್ರೀ ರಾಮ ಮಂದಿರದ ಪ್ರಾಣ ಪ್ರತಿಷ್ಠಾಪನೆಯ ವಾರ್ಷಿಕೋತ್ಸವದ ಅಂಗವಾಗಿ ವಿರಾಟ್ ರಾಮೋತ್ಸವ ಕಾರ್ಯಕ್ರಮ ಅದ್ದೂರಿಯಾಗಿ ನಡೆಯಿತು. ಶ್ರೀರಾಮನ ಭಾವಚಿತ್ರದ ಮೆರವಣಿಗೆ ಪ್ರಮುಖ ಬೀದಿಗಳಲ್ಲಿ ಸಾಗಿತು. ಭಜನೆ, ವಿಶೇಷ ಪೂಜೆ ಹಾಗೂ ಅನ್ನಸಂತರ್ಪಣೆ ನಡೆಯಿತು. ಸಾವಿರಾರು ಭಕ್ತರು ಪಾಲ್ಗೊಂಡಿದ್ದರು. [656, 874, 782, 938]
story6-headline: ಹೊಸದುರ್ಗದಲ್ಲಿ ವಿರಾಟ್ ರಾಮೋತ್ಸವ [656, 744, 841, 762]
story9-text1: ನಮ್ಮ ಅಡಿಕೆ ಬೆಳೆಗಾರರಿಗೆ ಎಲೆಚುಕ್ಕೆ ರೋಗ ಹಾಗೂ ಹಳದಿ ಎಲೆ ರೋಗದ ಬಗ್ಗೆ ಸೂಕ್ತ ಮಾಹಿತಿ ನೀಡಿ ನಿಯಂತ್ರಣ ಕ್ರಮಗಳನ್ನು ತಿಳಿಸಬೇಕು. ತೋಟಗಾರಿಕೆ ಇಲಾಖೆ ಅಧಿಕಾರಿಗಳು ನಿಯಮಿತವಾಗಿ ರೈತರ ತೋಟಗಳಿಗೆ ಭೇಟಿ ನೀಡಿ ಮಾರ್ಗದರ್ಶನ ಮಾಡಬೇಕು ಎಂದು ಶಾಸಕರು ಸೂಚಿಸಿದರು. ರೋಗ ಬಾಧಿತ ತೋಟಗಳಿಗೆ ಭೇಟಿ ನೀಡಿ ಪರಿಶೀಲಿಸಿದ ಅವರು ರೈತರೊಂದಿಗೆ ಸಂವಾದ ನಡೆಸಿದರು. ಸರ್ಕಾರದಿಂದ ಸಿಗುವ ಸೌಲಭ್ಯಗಳನ್ನು ರೈತರಿಗೆ ತಲುಪಿಸುವ ಕೆಲಸವಾಗಬೇಕು ಎಂದರು. ತೋಟಗಾರಿಕೆ ಇಲಾಖೆ ಅಧಿಕಾರಿಗಳು, ವಿಜ್ಞಾನಿಗಳು, ಸ್ಥಳೀಯ ಜನಪ್ರತಿನಿಧಿಗಳು ಹಾಗೂ ರೈತರು ಹಾಜರಿದ್ದರು. [506, 1176, 640, 1267]
story4-photo [28, 768, 248, 830]
divider [656, 1018, 918, 1019]
story6-body-col1 [656, 874, 782, 1014]
story9-body-col1 [506, 1176, 640, 1400]
divider [28, 368, 918, 369]
divider [603, 62, 604, 364]
story8-body-col2 [182, 1318, 328, 1400]
story7-headline [656, 1024, 734, 1084]
story3-text2: ಪಂಚಾಯತ್ ರಾಜ್ ವ್ಯವಸ್ಥೆ ಬಲಗೊಳ್ಳಲಿ: ಮಹಾತ್ಮ ಗಾಂಧೀಜಿಯವರ ಗ್ರಾಮ ಸ್ವರಾಜ್ಯದ ಕನಸನ್ನು ನನಸು ಮಾಡಲು ಪಂಚಾಯತ್ ರಾಜ್ ವ್ಯವಸ್ಥೆಯನ್ನು ಇನ್ನಷ್ಟು ಬಲಪಡಿಸಬೇಕು. ಸ್ಥಳೀಯ ಸಂಸ್ಥೆಗಳಿಗೆ ಹೆಚ್ಚಿನ ಅಧಿಕಾರ ನೀಡಬೇಕು ಎಂದರು. [493, 642, 629, 678]
